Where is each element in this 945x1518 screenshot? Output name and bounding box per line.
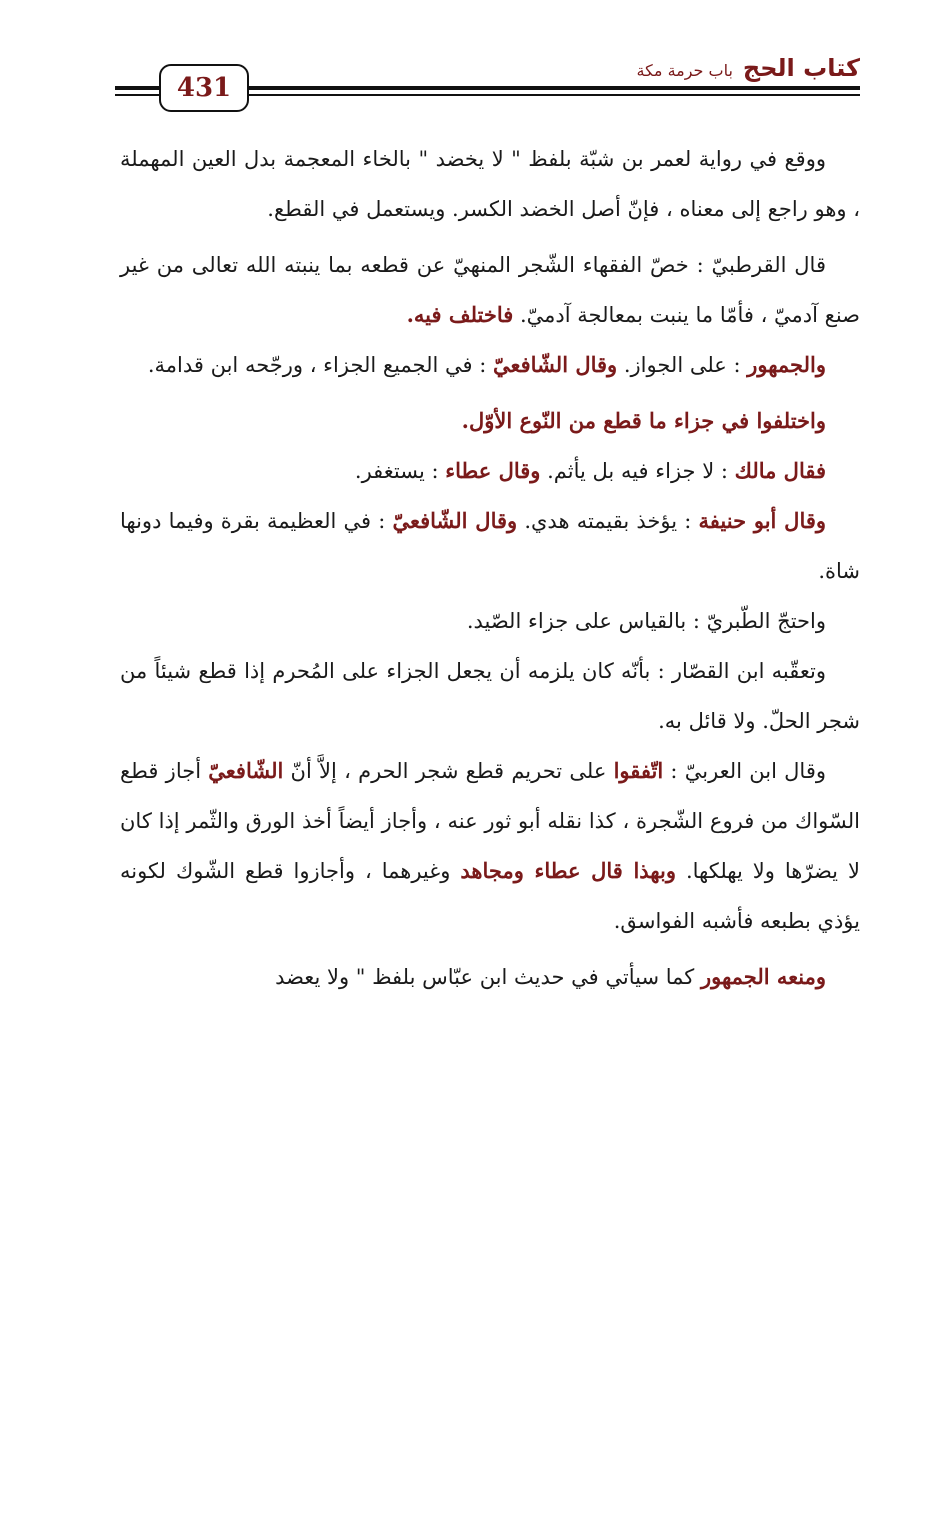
paragraph	[120, 596, 860, 646]
text-run: وتعقّبه ابن القصّار : بأنّه كان يلزمه أن يجعل الجزاء على المُحرم إذا قطع شيئاً من شجر الحلّ. ولا قائل به.	[120, 659, 860, 733]
text-run: وغيرهما ، وأجازوا قطع الشّوك لكونه يؤذي بطبعه فأشبه الفواسق.	[120, 859, 860, 933]
book-title: كتاب الحج	[742, 54, 860, 82]
highlighted-text: وقال عطاء	[445, 458, 541, 483]
paragraph	[120, 646, 860, 746]
text-run: وقال ابن العربيّ :	[663, 759, 827, 783]
text-run: : في الجميع الجزاء ، ورجّحه ابن قدامة.	[147, 353, 493, 377]
paragraph	[120, 340, 860, 390]
chapter-title: باب حرمة مكة	[636, 61, 733, 80]
paragraph	[120, 746, 860, 946]
paragraph	[120, 396, 860, 446]
paragraph	[120, 134, 860, 234]
text-run: أجاز قطع السّواك من فروع الشّجرة ، كذا نقله أبو ثور عنه ، وأجاز أيضاً أخذ الورق والثّمر إذا كان لا يضرّها ولا يهلكها.	[120, 759, 860, 883]
text-run: واحتجّ الطّبريّ : بالقياس على جزاء الصّيد.	[466, 609, 826, 633]
text-run: : لا جزاء فيه بل يأثم.	[540, 459, 735, 483]
highlighted-text: فقال مالك	[734, 458, 826, 483]
page-number: 431	[159, 64, 249, 112]
highlighted-text: ومنعه الجمهور	[700, 964, 826, 989]
text-run: كما سيأتي في حديث ابن عبّاس بلفظ " ولا يعضد	[275, 965, 701, 989]
text-run: : يستغفر.	[354, 459, 446, 483]
paragraph	[120, 496, 860, 596]
page-header	[115, 52, 860, 114]
highlighted-text: وبهذا قال عطاء ومجاهد	[460, 858, 676, 883]
highlighted-text: وقال الشّافعيّ	[392, 508, 518, 533]
highlighted-text: الشّافعيّ	[208, 758, 284, 783]
text-run: : في العظيمة بقرة وفيما دونها شاة.	[120, 509, 860, 583]
text-run: : يؤخذ بقيمته هدي.	[517, 509, 699, 533]
body-text	[120, 134, 860, 1002]
highlighted-text: واختلفوا في جزاء ما قطع من النّوع الأوّل.	[461, 408, 826, 433]
text-run: : على الجواز.	[617, 353, 748, 377]
paragraph	[120, 952, 860, 1002]
highlighted-text: وقال الشّافعيّ	[493, 352, 618, 377]
paragraph	[120, 240, 860, 340]
highlighted-text: وقال أبو حنيفة	[698, 508, 827, 533]
text-run: ووقع في رواية لعمر بن شبّة بلفظ " لا يخضد " بالخاء المعجمة بدل العين المهملة ، وهو راجع إلى معناه ، فإنّ أصل الخضد الكسر. ويستعمل في القطع.	[120, 147, 860, 221]
paragraph	[120, 446, 860, 496]
running-head	[637, 54, 861, 82]
highlighted-text: والجمهور	[747, 352, 826, 377]
text-run: قال القرطبيّ : خصّ الفقهاء الشّجر المنهيّ عن قطعه بما ينبته الله تعالى من غير صنع آدميّ ، فأمّا ما ينبت بمعالجة آدميّ.	[120, 253, 860, 327]
highlighted-text: اتّفقوا	[613, 758, 664, 783]
highlighted-text: فاختلف فيه.	[406, 302, 514, 327]
text-run: على تحريم قطع شجر الحرم ، إلاَّ أنّ	[283, 759, 614, 783]
